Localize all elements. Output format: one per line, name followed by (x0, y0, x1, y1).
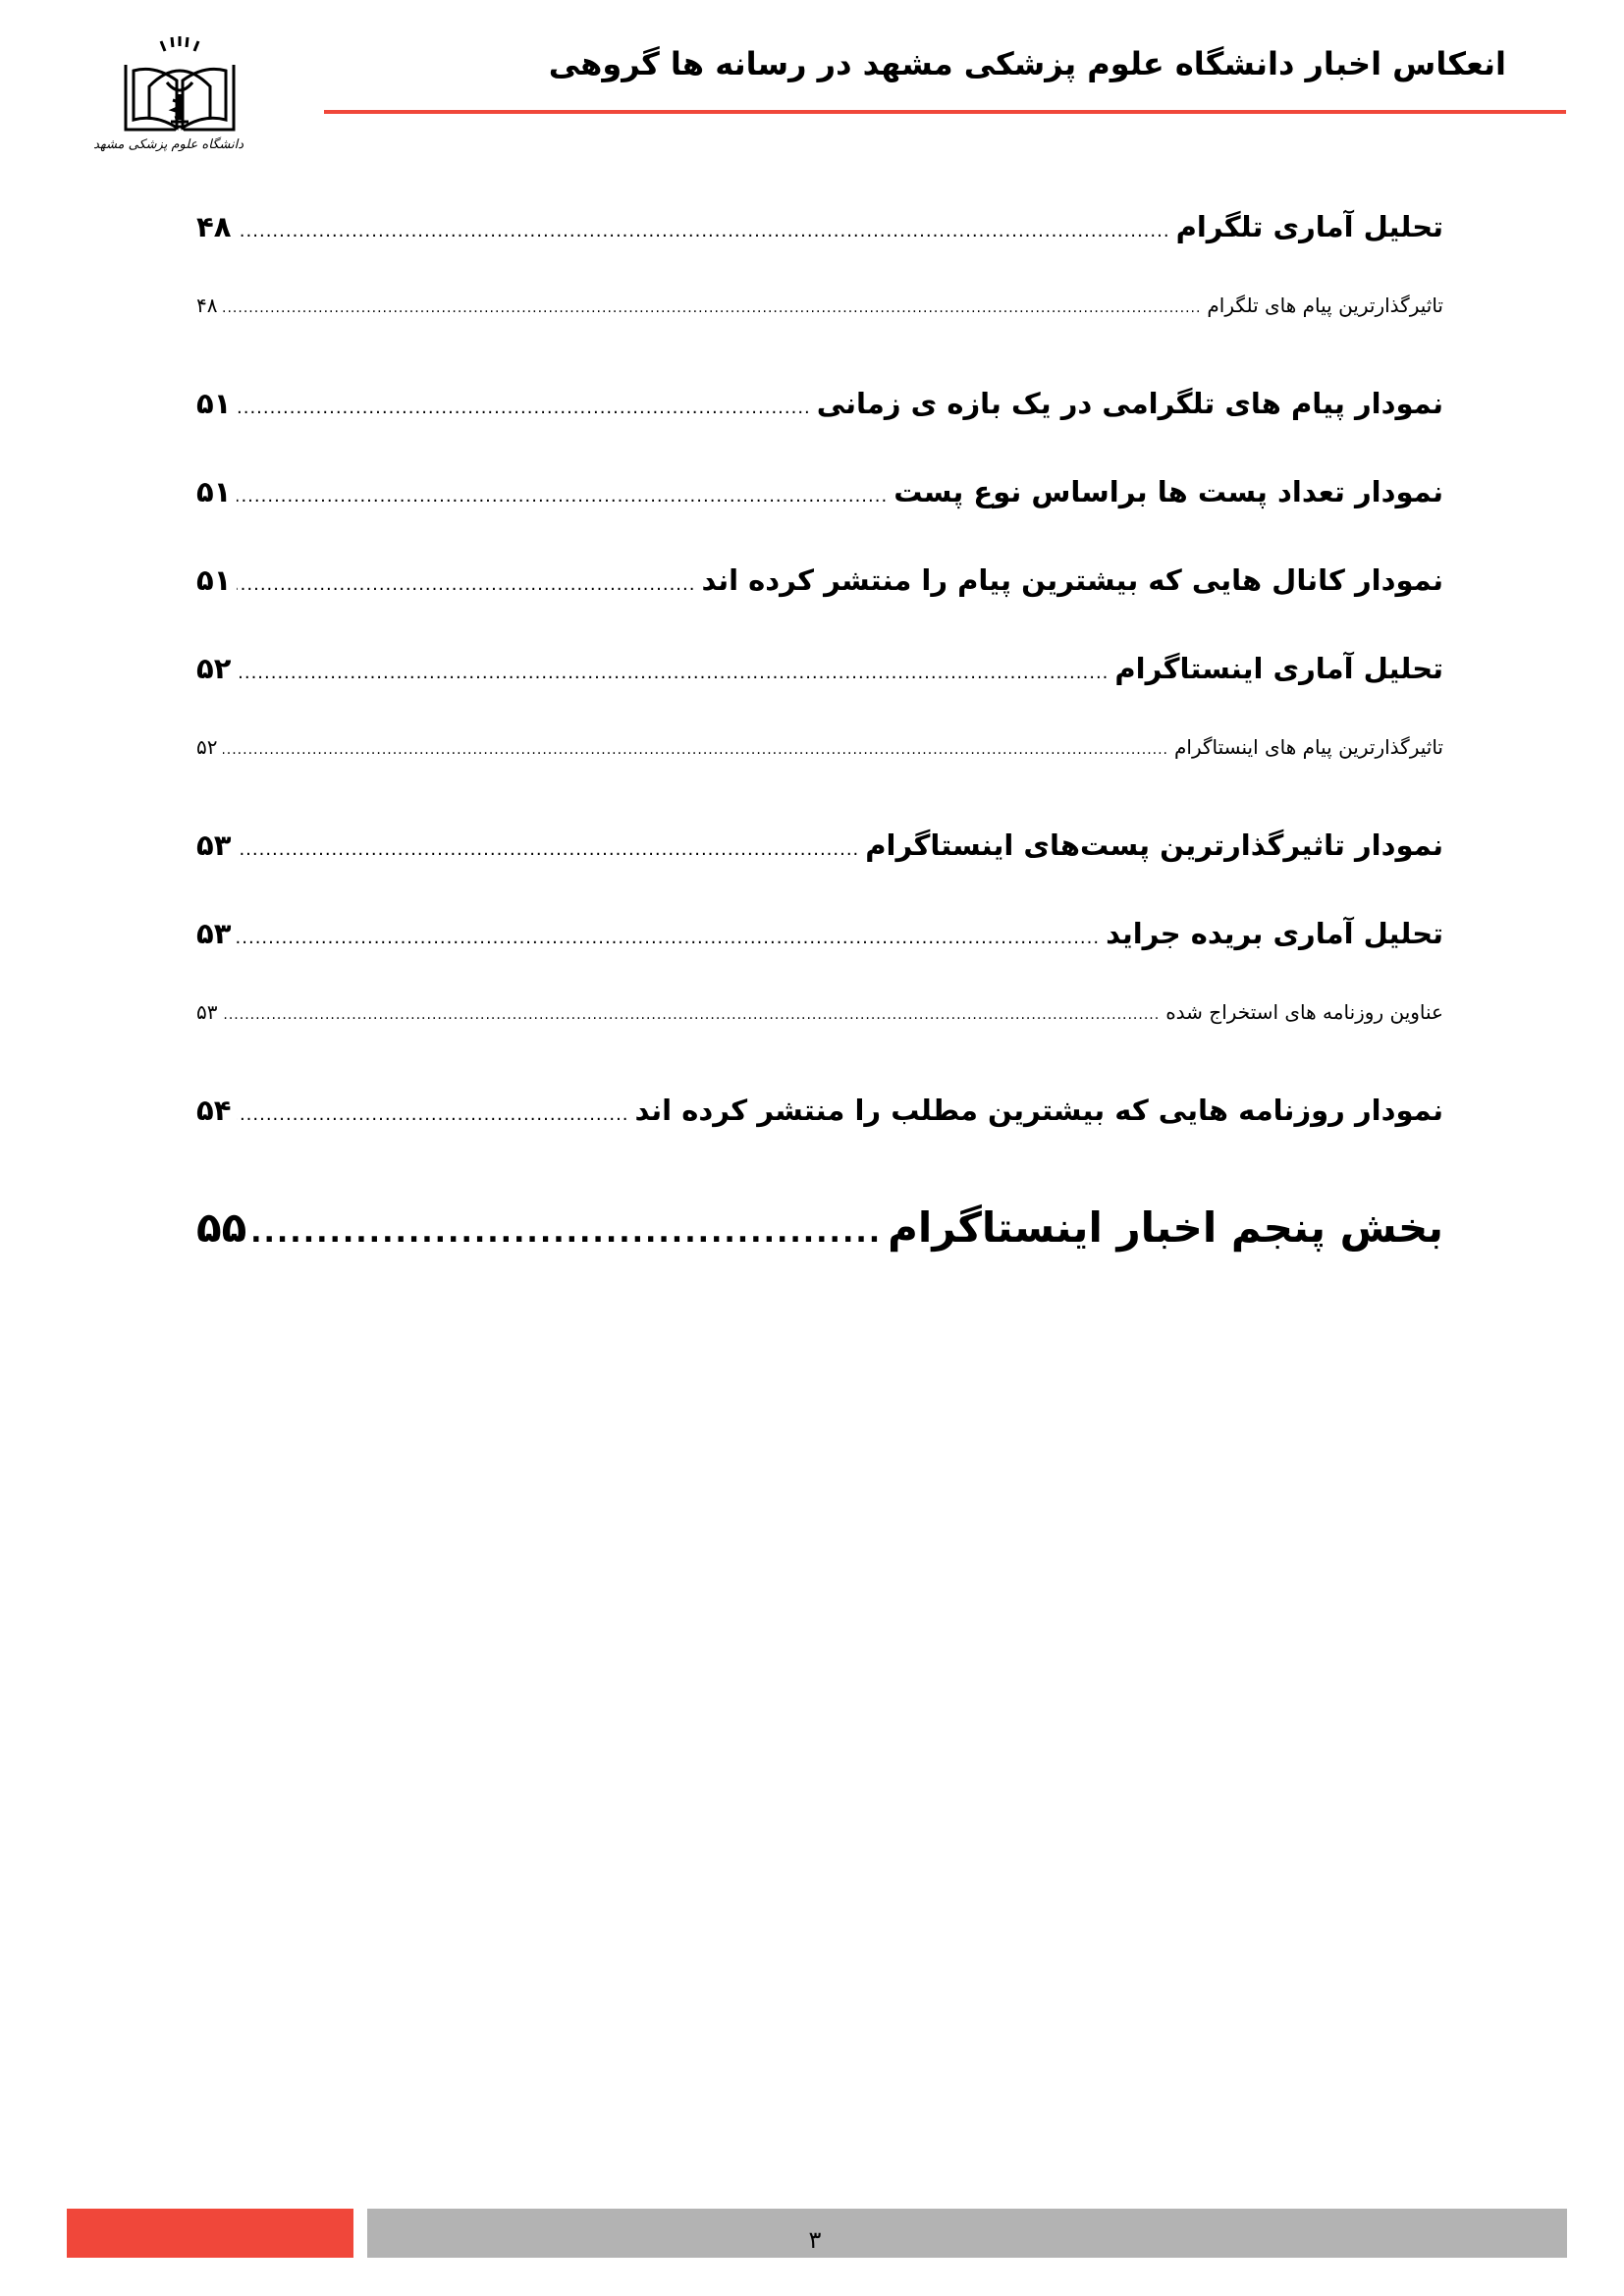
logo-caption: دانشگاه علوم پزشکی مشهد (93, 137, 244, 152)
toc-entry-title: نمودار پیام های تلگرامی در یک بازه ی زمانی (816, 387, 1443, 420)
footer-gray-bar (367, 2209, 1567, 2258)
footer-page-number: ۳ (808, 2226, 822, 2254)
toc-page-number: ۵۱ (196, 475, 232, 508)
toc-page-number: ۵۵ (196, 1203, 247, 1252)
toc-dot-leader (237, 816, 859, 884)
toc-dot-leader (252, 1169, 882, 1297)
header-rule (324, 110, 1566, 114)
toc-dot-leader (237, 1081, 628, 1149)
toc-entry[interactable] (196, 722, 1443, 811)
toc-page-number: ۴۸ (196, 210, 232, 243)
toc-entry[interactable] (196, 457, 1443, 546)
toc-dot-leader (237, 462, 888, 531)
toc-entry-title: بخش پنجم اخبار اینستاگرام (888, 1203, 1443, 1252)
toc-entry-title: عناوین روزنامه های استخراج شده (1165, 1000, 1443, 1024)
toc-page-number: ۵۳ (196, 917, 232, 950)
toc-entry-title: نمودار کانال هایی که بیشترین پیام را منتشر کرده اند (701, 563, 1443, 597)
toc-entry[interactable] (196, 281, 1443, 369)
page-header-title: انعکاس اخبار دانشگاه علوم پزشکی مشهد در رسانه ها گروهی (548, 45, 1506, 82)
footer-red-bar (67, 2209, 353, 2258)
toc-entry-title: نمودار روزنامه هایی که بیشترین مطلب را منتشر کرده اند (634, 1094, 1443, 1127)
toc-dot-leader (237, 551, 695, 619)
toc-dot-leader (237, 639, 1109, 708)
toc-section-entry[interactable] (196, 1164, 1443, 1282)
toc-entry-title: نمودار تاثیرگذارترین پست‌های اینستاگرام (865, 828, 1443, 862)
toc-entry-title: تاثیرگذارترین پیام های اینستاگرام (1174, 735, 1443, 759)
toc-page-number: ۵۴ (196, 1094, 232, 1127)
toc-entry[interactable] (196, 1076, 1443, 1164)
toc-page-number: ۵۲ (196, 735, 218, 759)
toc-dot-leader (223, 284, 1201, 333)
toc-entry-title: نمودار تعداد پست ها براساس نوع پست (893, 475, 1443, 508)
toc-page-number: ۵۱ (196, 387, 232, 420)
toc-entry-title: تحلیل آماری تلگرام (1175, 210, 1443, 243)
toc-entry[interactable] (196, 634, 1443, 722)
toc-entry[interactable] (196, 192, 1443, 281)
toc-dot-leader (237, 904, 1100, 973)
toc-dot-leader (237, 374, 810, 443)
toc-page-number: ۵۱ (196, 563, 232, 597)
toc-entry[interactable] (196, 811, 1443, 899)
toc-dot-leader (223, 725, 1168, 774)
toc-entry-title: تاثیرگذارترین پیام های تلگرام (1207, 294, 1443, 317)
toc-entry-title: تحلیل آماری بریده جراید (1106, 917, 1443, 950)
toc-page-number: ۵۲ (196, 652, 232, 685)
table-of-contents (196, 192, 1443, 1282)
toc-page-number: ۵۳ (196, 1000, 218, 1024)
toc-page-number: ۴۸ (196, 294, 218, 317)
toc-entry-title: تحلیل آماری اینستاگرام (1114, 652, 1443, 685)
toc-entry[interactable] (196, 369, 1443, 457)
toc-page-number: ۵۳ (196, 828, 232, 862)
toc-entry[interactable] (196, 899, 1443, 988)
toc-dot-leader (223, 990, 1160, 1040)
toc-dot-leader (237, 197, 1169, 266)
toc-entry[interactable] (196, 546, 1443, 634)
toc-entry[interactable] (196, 988, 1443, 1076)
